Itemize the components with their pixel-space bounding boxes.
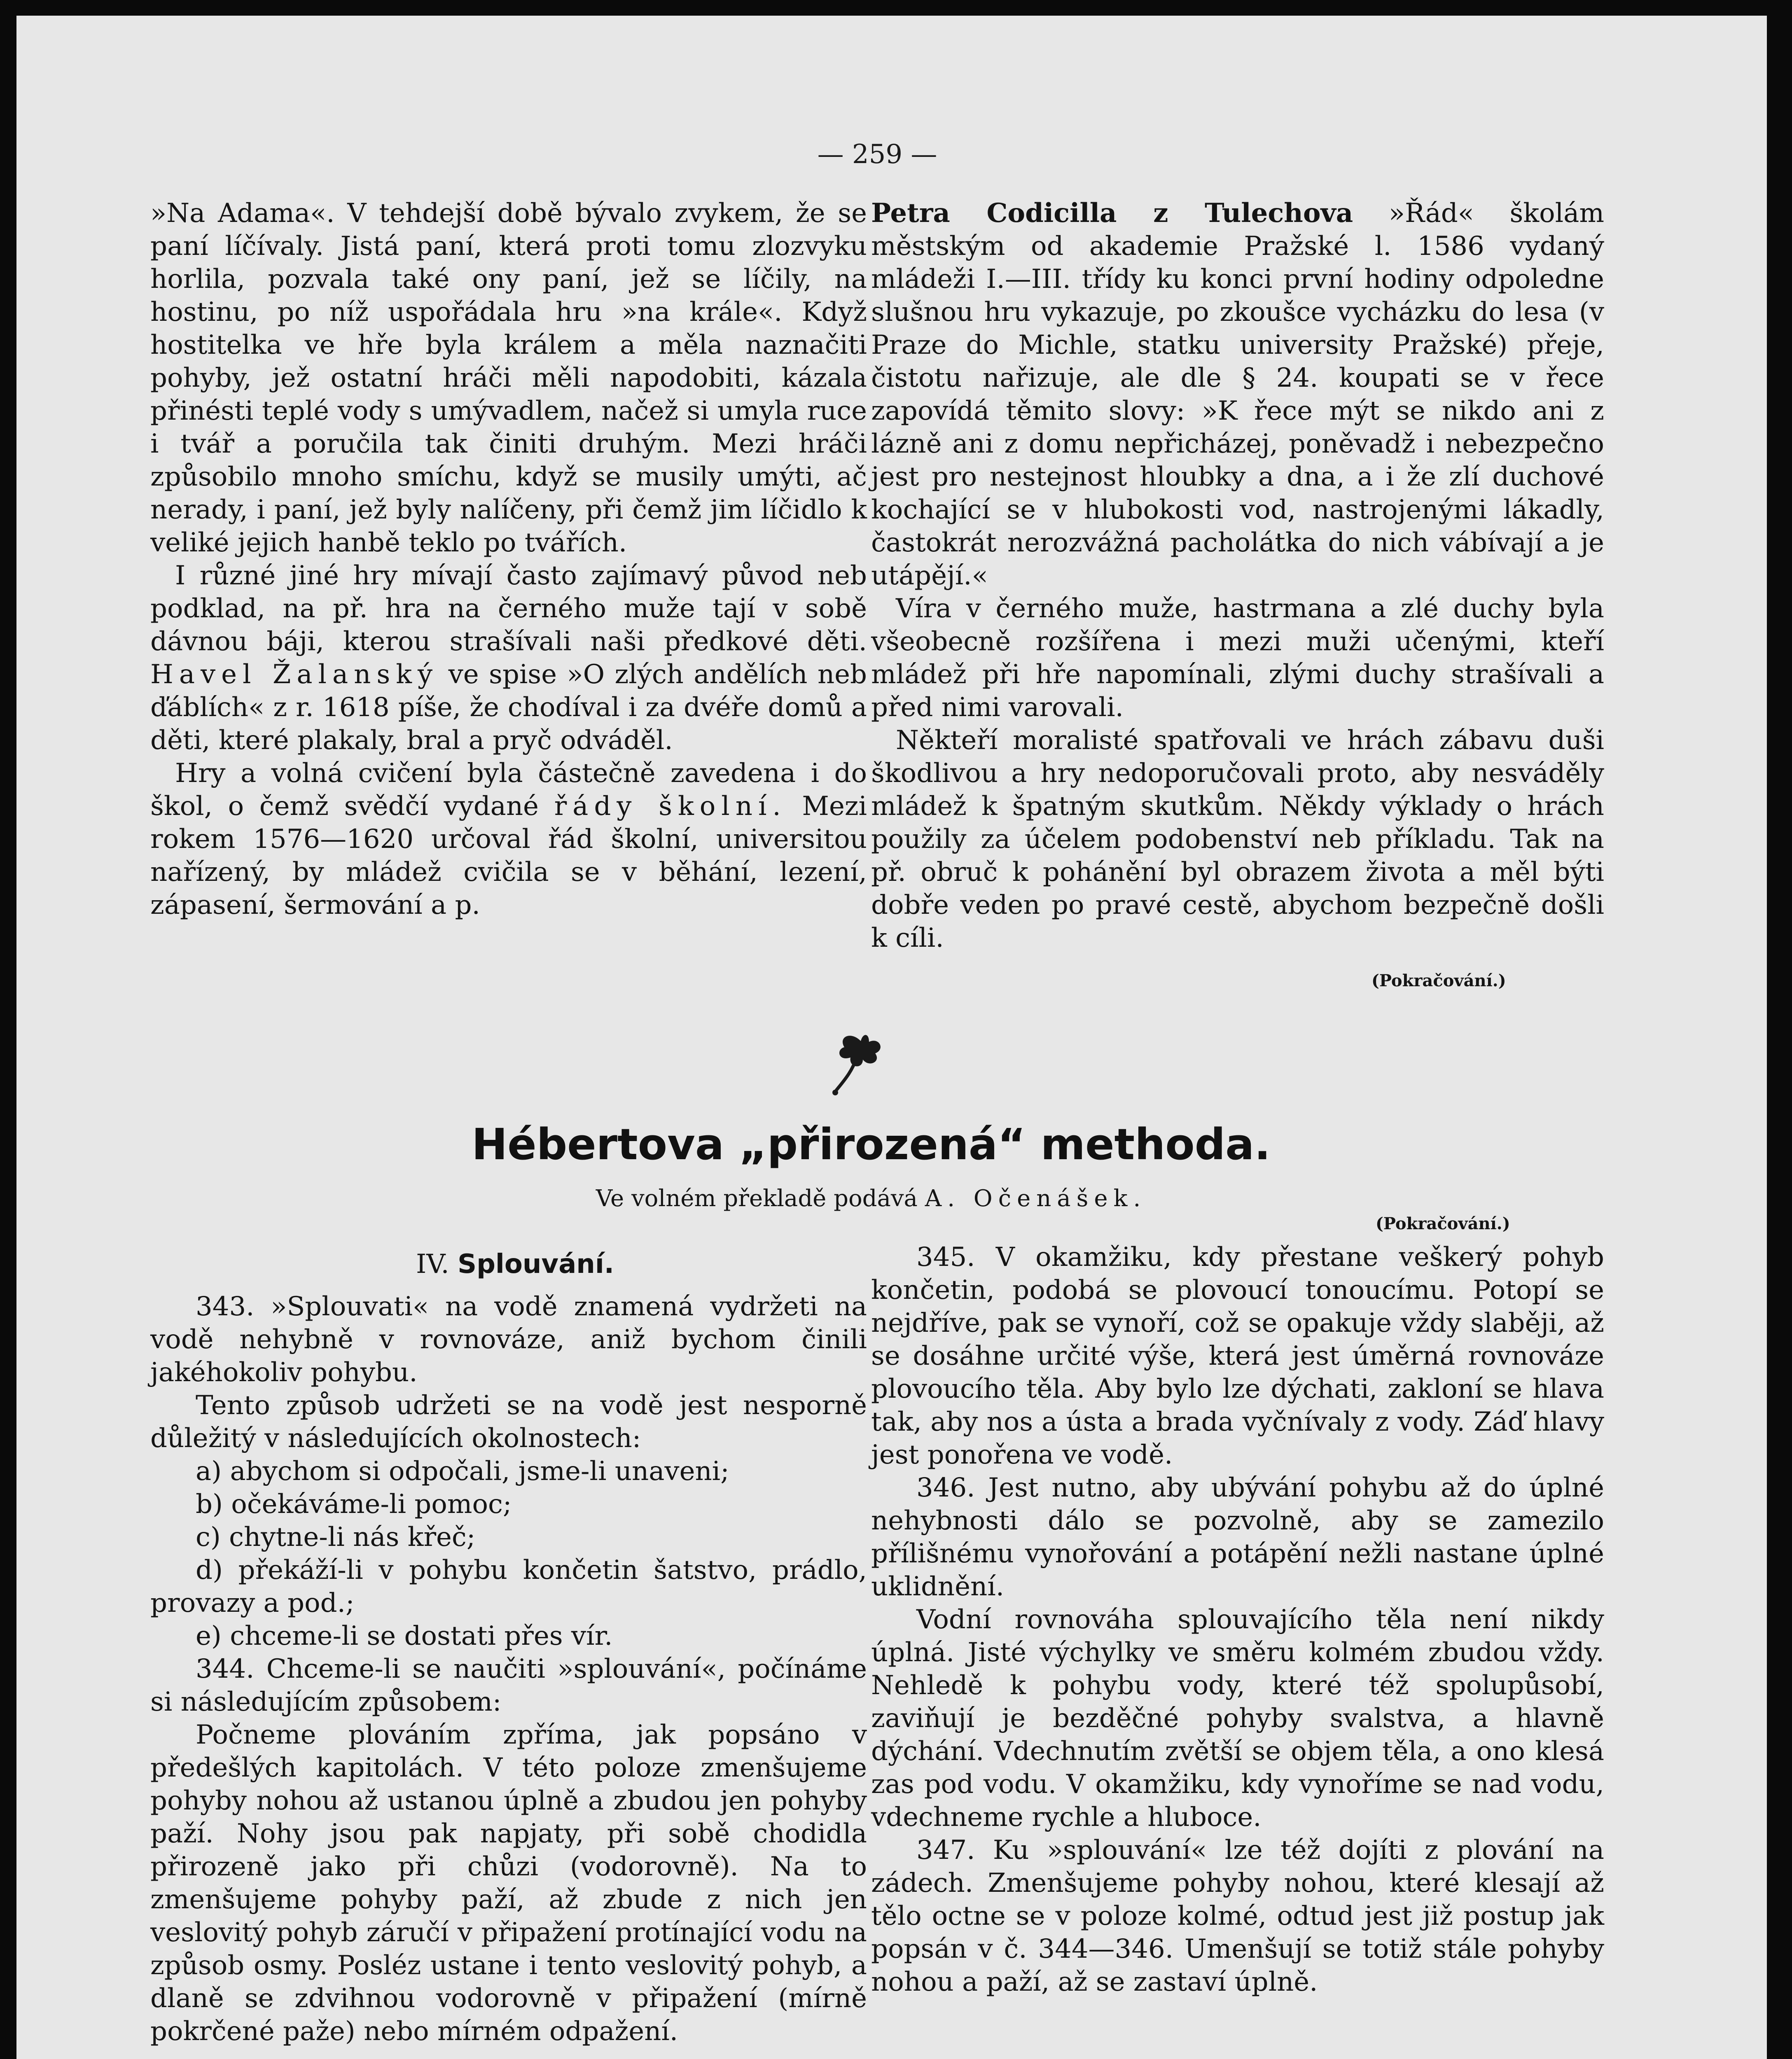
paragraph: 345. V okamžiku, kdy přestane veškerý pohyb končetin, podobá se plovoucí tonoucímu. Potopí se nejdříve, pak se vynoří, což se opakuje vždy slaběji, až se dosáhne určité výše, která jest úměrná rovnováze plovoucího těla. Aby bylo lze dýchati, zakloní se hlava tak, aby nos a ústa a brada vyčnívaly z vody. Záď hlavy jest ponořena ve vodě. xyxy=(871,1242,1604,1470)
list-item: e) chceme-li se dostati přes vír. xyxy=(196,1621,613,1651)
paragraph: 346. Jest nutno, aby ubývání pohybu až do úplné nehybnosti dálo se pozvolně, aby se zamezilo přílišnému vynořování a potápění nežli nastane úplné uklidnění. xyxy=(871,1473,1604,1602)
floral-ornament-icon xyxy=(828,1025,894,1099)
continued-note: (Pokračování.) xyxy=(1371,971,1506,990)
article-right-column xyxy=(871,1241,1604,1998)
list-item: d) překáží-li v pohybu končetin šatstvo, prádlo, provazy a pod.; xyxy=(150,1555,867,1618)
author-name: Petra Codicilla z Tulechova xyxy=(871,198,1353,229)
page-number: — 259 — xyxy=(817,139,937,170)
spaced-term: řády školní. xyxy=(554,791,787,822)
article-byline: Ve volném překladě podává A. Očenášek. xyxy=(596,1185,1147,1212)
paragraph: Počneme plováním zpříma, jak popsáno v předešlých kapitolách. V této poloze zmenšujeme pohyby nohou až ustanou úplně a zbudou jen pohyby paží. Nohy jsou pak napjaty, při sobě chodidla přirozeně jako při chůzi (vodorovně). Na to zmenšujeme pohyby paží, až zbude z nich jen veslovitý pohyb záručí v připažení protínající vodu na způsob osmy. Posléz ustane i tento veslovitý pohyb, a dlaně se zdvihnou vodorovně v připažení (mírně pokrčené paže) nebo mírném odpažení. xyxy=(150,1720,867,2047)
article-left-column xyxy=(150,1290,867,2048)
paragraph: Tento způsob udržeti se na vodě jest nesporně důležitý v následujících okolnostech: xyxy=(150,1390,867,1454)
paragraph: 343. »Splouvati« na vodě znamená vydržeti na vodě nehybně v rovnováze, aniž bychom činili jakéhokoliv pohybu. xyxy=(150,1291,867,1388)
paragraph: »Na Adama«. V tehdejší době bývalo zvykem, že se paní líčívaly. Jistá paní, která proti tomu zlozvyku horlila, pozvala také ony paní, jež se líčily, na hostinu, po níž uspořádala hru »na krále«. Když hostitelka ve hře byla králem a měla naznačiti pohyby, jež ostatní hráči měli napodobiti, kázala přinésti teplé vody s umývadlem, načež si umyla ruce i tvář a poručila tak činiti druhým. Mezi hráči způsobilo mnoho smíchu, když se musily umýti, ač nerady, i paní, jež byly nalíčeny, při čemž jim líčidlo k veliké jejich hanbě teklo po tvářích. xyxy=(150,198,867,558)
list-item: b) očekáváme-li pomoc; xyxy=(196,1489,512,1520)
list-item: a) abychom si odpočali, jsme-li unaveni; xyxy=(196,1456,729,1487)
article-title: Hébertova „přirozená“ methoda. xyxy=(472,1119,1271,1170)
book-page xyxy=(16,16,1767,2059)
paragraph: Víra v černého muže, hastrmana a zlé duchy byla všeobecně rozšířena i mezi muži učenými, kteří mládež při hře napomínali, zlými duchy strašívali a před nimi varovali. xyxy=(871,593,1604,723)
list-item: c) chytne-li nás křeč; xyxy=(196,1522,476,1552)
paragraph: I různé jiné hry mívají často zajímavý původ neb podklad, na př. hra na černého muže tají v sobě dávnou báji, kterou strašívali naši předkové děti. Havel Žalanský ve spise »O zlých andělích neb ďáblích« z r. 1618 píše, že chodíval i za dvéře domů a děti, které plakaly, bral a pryč odváděl. xyxy=(150,560,867,756)
paragraph: Hry a volná cvičení byla částečně zavedena i do škol, o čemž svědčí vydané řády školní. Mezi rokem 1576—1620 určoval řád školní, universitou nařízený, by mládež cvičila se v běhání, lezení, zápasení, šermování a p. xyxy=(150,758,867,920)
top-right-column xyxy=(871,197,1604,955)
paragraph: 347. Ku »splouvání« lze též dojíti z plování na zádech. Zmenšujeme pohyby nohou, které klesají až tělo octne se v poloze kolmé, odtud jest již postup jak popsán v č. 344—346. Umenšují se totiž stále pohyby nohou a paží, až se zastaví úplně. xyxy=(871,1835,1604,1997)
continued-note: (Pokračování.) xyxy=(1376,1214,1510,1233)
paragraph: Někteří moralisté spatřovali ve hrách zábavu duši škodlivou a hry nedoporučovali proto, aby nesváděly mládež k špatným skutkům. Někdy výklady o hrách použily za účelem podobenství neb příkladu. Tak na př. obruč k pohánění byl obrazem života a měl býti dobře veden po pravé cestě, abychom bezpečně došli k cíli. xyxy=(871,725,1604,953)
paragraph: 344. Chceme-li se naučiti »splouvání«, počínáme si následujícím způsobem: xyxy=(150,1654,867,1717)
author-name: A. Očenášek. xyxy=(925,1185,1147,1212)
author-name: Havel Žalanský xyxy=(150,659,439,690)
top-left-column xyxy=(150,197,867,922)
paragraph: Vodní rovnováha splouvajícího těla není nikdy úplná. Jisté výchylky ve směru kolmém zbudou vždy. Nehledě k pohybu vody, které též spolupůsobí, zaviňují je bezděčné pohyby svalstva, a hlavně dýchání. Vdechnutím zvětší se objem těla, a ono klesá zas pod vodu. V okamžiku, kdy vynoříme se nad vodu, vdechneme rychle a hluboce. xyxy=(871,1604,1604,1833)
paragraph: Petra Codicilla z Tulechova »Řád« školám městským od akademie Pražské l. 1586 vydaný mládeži I.—III. třídy ku konci první hodiny odpoledne slušnou hru vykazuje, po zkoušce vycházku do lesa (v Praze do Michle, statku university Pražské) přeje, čistotu nařizuje, ale dle § 24. koupati se v řece zapovídá těmito slovy: »K řece mýt se nikdo ani z lázně ani z domu nepřicházej, poněvadž i nebezpečno jest pro nestejnost hloubky a dna, a i že zlí duchové kochající se v hlubokosti vod, nastrojenými lákadly, častokrát nerozvážná pacholátka do nich vábívají a je utápějí.« xyxy=(871,198,1605,591)
section-heading: IV. Splouvání. xyxy=(416,1249,614,1279)
